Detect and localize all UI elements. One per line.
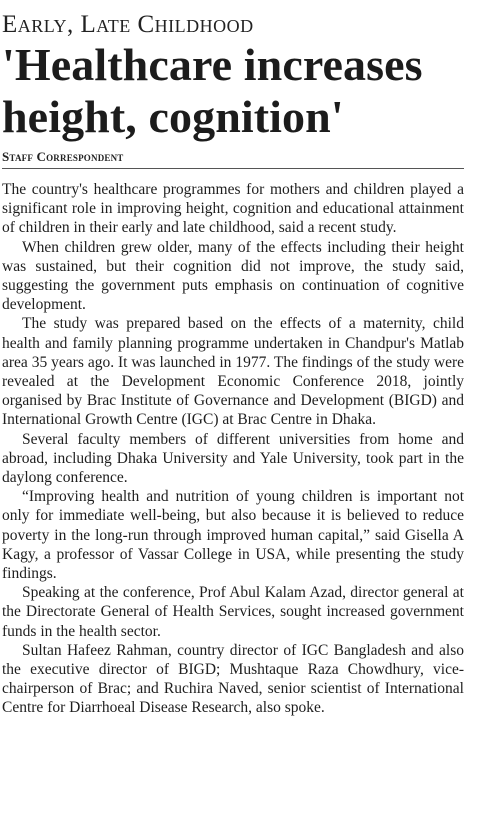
- article-paragraph: The country's healthcare programmes for mothers and children played a significant role in improving height, cognition and educational attainment of children in their early and late childhood, said a recent study.: [2, 181, 464, 237]
- article-paragraph: The study was prepared based on the effects of a maternity, child health and family planning programme undertaken in Chandpur's Matlab area 35 years ago. It was launched in 1977. The findings of the study were revealed at the Development Economic Conference 2018, jointly organised by Brac Institute of Governance and Development (BIGD) and International Growth Centre (IGC) at Brac Centre in Dhaka.: [2, 315, 464, 429]
- article-headline: 'Healthcare increases height, cognition': [2, 39, 423, 142]
- byline-divider: [2, 168, 464, 169]
- article-paragraph: When children grew older, many of the effects including their height was sustained, but their cognition did not improve, the study said, suggesting the government puts emphasis on continuation of cognitive development.: [2, 238, 464, 314]
- article-kicker: Early, Late Childhood: [2, 11, 254, 38]
- article-paragraph: “Improving health and nutrition of young children is important not only for immediate well-being, but also because it is believed to reduce poverty in the long-run through improved human capital,” said Gisella A Kagy, a professor of Vassar College in USA, while presenting the study findings.: [2, 488, 464, 583]
- article-paragraph: Sultan Hafeez Rahman, country director of IGC Bangladesh and also the executive director of BIGD; Mushtaque Raza Chowdhury, vice-chairperson of Brac; and Ruchira Naved, senior scientist of International Centre for Diarrhoeal Disease Research, also spoke.: [2, 641, 464, 717]
- article-body: [2, 180, 464, 718]
- article-byline: Staff Correspondent: [2, 149, 124, 164]
- article-paragraph: Speaking at the conference, Prof Abul Kalam Azad, director general at the Directorate General of Health Services, sought increased government funds in the health sector.: [2, 584, 464, 640]
- article-paragraph: Several faculty members of different universities from home and abroad, including Dhaka University and Yale University, took part in the daylong conference.: [2, 430, 464, 487]
